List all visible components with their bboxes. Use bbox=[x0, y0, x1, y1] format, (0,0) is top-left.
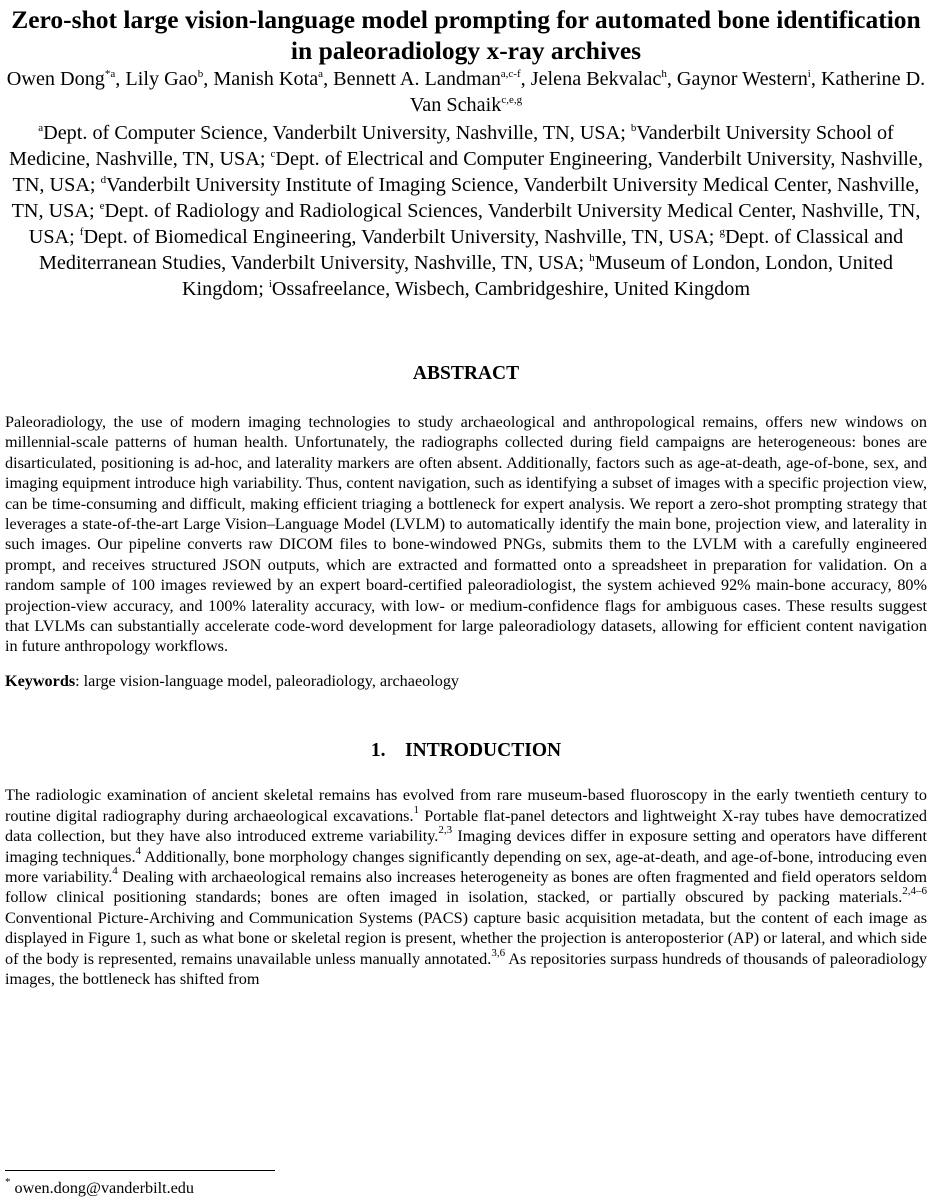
author-6: Gaynor Western$^i$, bbox=[676, 68, 821, 90]
intro-text-6: Conventional Picture-Archiving and Communication Systems (PACS) capture basic acquisition metadata, but the content of each image as displayed in Figure 1, such as what bone or skeletal region is present, whether the projection is anteroposterior (AP) or lateral, and which side of the body is represented, remains unavailable unless manually annotated. bbox=[5, 908, 927, 968]
keywords-line bbox=[5, 671, 927, 691]
affiliation-g: $^g$Dept. of Classical and Mediterranean Studies, Vanderbilt University, Nashville, TN, USA; bbox=[38, 226, 904, 274]
intro-text-1: The radiologic examination of ancient skeletal remains has evolved from rare museum-based fluoroscopy in the early twentieth century to routine digital radiography during archaeological excavations. bbox=[5, 786, 927, 825]
affiliation-e: $^e$Dept. of Radiology and Radiological Sciences, Vanderbilt University Medical Center, Nashville, TN, USA; bbox=[28, 200, 921, 248]
citation-ref: 1 bbox=[413, 803, 420, 816]
footnote bbox=[5, 1178, 194, 1198]
author-1: Owen Dong$^{*a}$, bbox=[6, 68, 126, 90]
author-4: Bennett A. Landman$^{a,c-f}$, bbox=[333, 68, 531, 90]
intro-text-7: As repositories surpass hundreds of thousands of paleoradiology images, the bottleneck has shifted from bbox=[5, 949, 928, 988]
affiliation-list bbox=[5, 120, 927, 302]
affiliation-d: $^d$Vanderbilt University Institute of Imaging Science, Vanderbilt University Medical Center, Nashville, TN, USA; bbox=[11, 174, 920, 222]
keywords-label: Keywords bbox=[5, 671, 76, 690]
introduction-paragraph bbox=[5, 785, 927, 989]
citation-ref: 2,3 bbox=[438, 824, 453, 837]
intro-text-5: Dealing with archaeological remains also increases heterogeneity as bones are often fragmented and field operators seldom follow clinical positioning standards; bones are often imaged in isolation, stacked, or partially obscured by packing materials. bbox=[5, 867, 927, 907]
affiliation-i: $^i$Ossafreelance, Wisbech, Cambridgeshire, United Kingdom bbox=[268, 278, 751, 300]
abstract-heading: ABSTRACT bbox=[412, 363, 520, 384]
paper-title: Zero-shot large vision-language model prompting for automated bone identification in paleoradiology x-ray archives bbox=[11, 5, 921, 65]
citation-ref: 3,6 bbox=[491, 946, 506, 959]
author-7: Katherine D. Van Schaik$^{c,e,g}$ bbox=[409, 68, 926, 116]
footnote-divider bbox=[5, 1170, 275, 1171]
author-3: Manish Kota$^a$, bbox=[213, 68, 334, 90]
author-list bbox=[5, 66, 927, 118]
affiliation-b: $^b$Vanderbilt University School of Medicine, Nashville, TN, USA; bbox=[9, 122, 894, 170]
footnote-email-link[interactable]: owen.dong@vanderbilt.edu bbox=[10, 1179, 194, 1197]
affiliation-c: $^c$Dept. of Electrical and Computer Engineering, Vanderbilt University, Nashville, TN, USA; bbox=[12, 148, 923, 196]
affiliation-a: $^a$Dept. of Computer Science, Vanderbilt University, Nashville, TN, USA; bbox=[38, 122, 631, 144]
keywords-list: : large vision-language model, paleoradiology, archaeology bbox=[75, 671, 460, 690]
author-5: Jelena Bekvalac$^h$, bbox=[530, 68, 677, 90]
citation-ref: 2,4–6 bbox=[902, 885, 927, 898]
paper-page bbox=[0, 4, 932, 989]
footnote-mark: * bbox=[5, 1176, 11, 1188]
affiliation-f: $^f$Dept. of Biomedical Engineering, Vanderbilt University, Nashville, TN, USA; bbox=[79, 226, 720, 248]
citation-ref: 4 bbox=[112, 864, 118, 877]
affiliation-h: $^h$Museum of London, London, United Kingdom; bbox=[181, 252, 894, 300]
author-2: Lily Gao$^b$, bbox=[125, 68, 214, 90]
intro-text-2: Portable flat-panel detectors and lightweight X-ray tubes have democratized data collection, but they have also introduced extreme variability. bbox=[5, 806, 928, 846]
introduction-heading: 1. INTRODUCTION bbox=[370, 740, 562, 762]
intro-text-3: Imaging devices differ in exposure setting and operators have different imaging techniques. bbox=[5, 827, 927, 866]
citation-ref: 4 bbox=[135, 844, 142, 857]
intro-text-4: Additionally, bone morphology changes significantly depending on sex, age-at-death, and age-of-bone, introducing even more variability. bbox=[5, 847, 927, 886]
abstract-paragraph: Paleoradiology, the use of modern imaging technologies to study archaeological and anthropological remains, offers new windows on millennial-scale patterns of human health. Unfortunately, the radiographs collected during field campaigns are heterogeneous: bones are disarticulated, positioning is ad-hoc, and laterality markers are often absent. Additionally, factors such as age-at-death, age-of-bone, sex, and imaging equipment introduce high variability. Thus, content navigation, such as identifying a subset of images with a specific projection view, can be time-consuming and difficult, making efficient triaging a bottleneck for expert analysis. We report a zero-shot prompting strategy that leverages a state-of-the-art Large Vision–Language Model (LVLM) to automatically identify the main bone, projection view, and laterality in such images. Our pipeline converts raw DICOM files to bone-windowed PNGs, submits them to the LVLM with a carefully engineered prompt, and receives structured JSON outputs, which are extracted and formatted onto a spreadsheet in preparation for validation. On a random sample of 100 images reviewed by an expert board-certified paleoradiologist, the system achieved 92% main-bone accuracy, 80% projection-view accuracy, and 100% laterality accuracy, with low- or medium-confidence flags for ambiguous cases. These results suggest that LVLMs can substantially accelerate code-word development for large paleoradiology datasets, allowing for efficient content navigation in future anthropology workflows. bbox=[5, 413, 927, 656]
